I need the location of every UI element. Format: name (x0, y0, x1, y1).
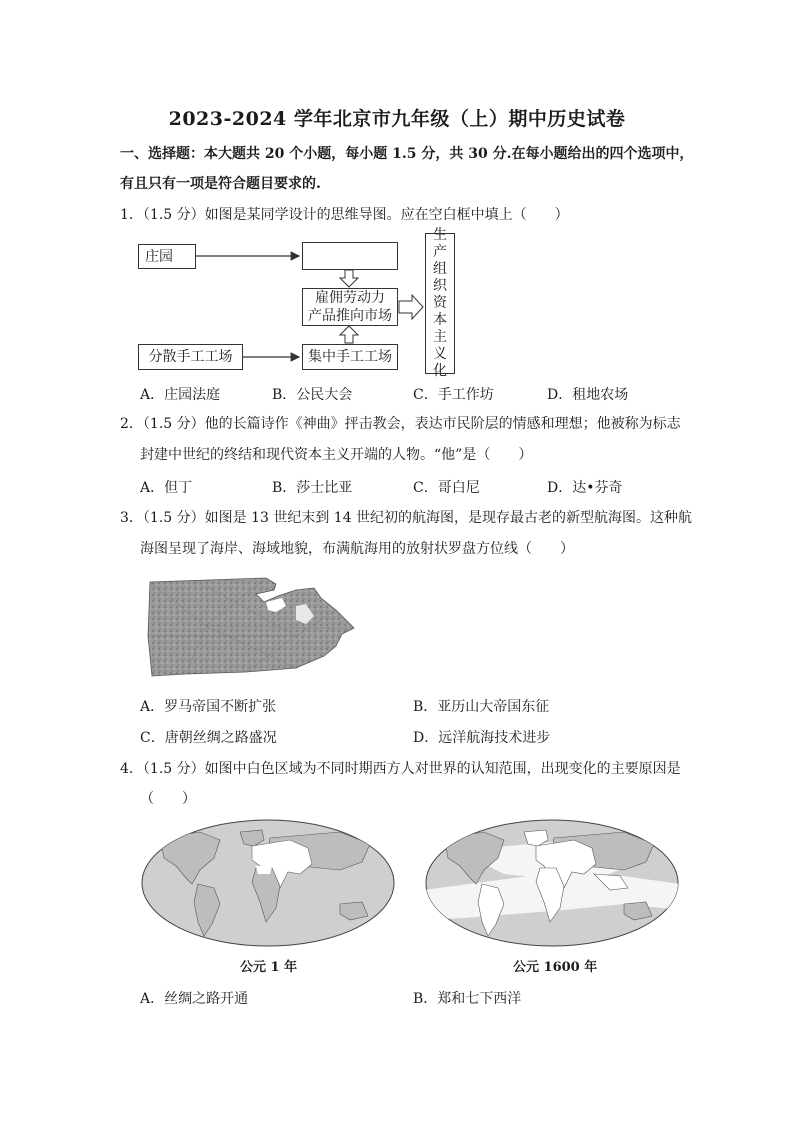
page-title: 2023-2024 学年北京市九年级（上）期中历史试卷 (168, 108, 626, 130)
map-caption-1ad: 公元 1 年 (240, 960, 298, 975)
q3-option-a[interactable]: A．罗马帝国不断扩张 (140, 699, 277, 715)
vertical-char: 主 (433, 329, 447, 345)
vertical-char: 生 (433, 227, 447, 243)
q3-stem-line2: 海图呈现了海岸、海域地貌，布满航海用的放射状罗盘方位线（ ） (140, 541, 574, 557)
vertical-char: 织 (433, 278, 447, 294)
section-heading-line2: 有且只有一项是符合题目要求的. (120, 176, 321, 192)
q3-option-d[interactable]: D．远洋航海技术进步 (413, 730, 551, 746)
vertical-char: 产 (433, 244, 447, 260)
hollow-arrow-up (340, 326, 358, 343)
map-caption-1600ad: 公元 1600 年 (513, 960, 598, 975)
portolan-chart-image (146, 576, 358, 678)
q1-option-a[interactable]: A．庄园法庭 (140, 387, 221, 403)
box-hired-labor-line1: 雇佣劳动力 (315, 290, 385, 306)
vertical-char: 义 (433, 346, 447, 362)
box-capitalist-production (425, 227, 455, 379)
world-map-1600ad (424, 818, 680, 948)
box-concentrated-workshop: 集中手工工场 (302, 344, 398, 370)
section-heading-line1: 一、选择题：本大题共 20 个小题，每小题 1.5 分，共 30 分.在每小题给出的四个选项中， (120, 146, 694, 162)
q1-option-d[interactable]: D．租地农场 (547, 387, 629, 403)
q1-option-c[interactable]: C．手工作坊 (413, 387, 494, 403)
q4-option-a[interactable]: A．丝绸之路开通 (140, 991, 249, 1007)
q4-stem-line1: 4．（1.5 分）如图中白色区域为不同时期西方人对世界的认知范围，出现变化的主要原因是 (120, 761, 681, 777)
q3-option-c[interactable]: C．唐朝丝绸之路盛况 (140, 730, 277, 746)
q1-option-b[interactable]: B．公民大会 (272, 387, 353, 403)
vertical-char: 本 (433, 312, 447, 328)
vertical-char: 组 (433, 261, 447, 277)
box-blank-answer (302, 242, 398, 270)
q1-diagram-arrows (0, 0, 794, 400)
q1-stem: 1．（1.5 分）如图是某同学设计的思维导图。应在空白框中填上（ ） (120, 207, 569, 223)
q3-stem-line1: 3．（1.5 分）如图是 13 世纪末到 14 世纪初的航海图，是现存最古老的新型航海图。这种航 (120, 510, 693, 526)
q3-option-b[interactable]: B．亚历山大帝国东征 (413, 699, 550, 715)
q2-stem-line2: 封建中世纪的终结和现代资本主义开端的人物。“他”是（ ） (140, 447, 533, 463)
q2-option-c[interactable]: C．哥白尼 (413, 480, 480, 496)
q2-option-a[interactable]: A．但丁 (140, 480, 193, 496)
hollow-arrow-down (340, 270, 358, 287)
box-hired-labor (302, 288, 398, 326)
hollow-arrow-right (399, 295, 423, 319)
q2-option-d[interactable]: D．达•芬奇 (547, 480, 623, 496)
q2-stem-line1: 2．（1.5 分）他的长篇诗作《神曲》抨击教会，表达市民阶层的情感和理想；他被称为标志 (120, 416, 681, 432)
vertical-char: 化 (433, 363, 447, 379)
box-scattered-workshop: 分散手工工场 (138, 344, 243, 370)
vertical-char: 资 (433, 295, 447, 311)
box-manor: 庄园 (138, 244, 196, 269)
q2-option-b[interactable]: B．莎士比亚 (272, 480, 353, 496)
q4-stem-line2: （ ） (140, 791, 196, 807)
world-map-1ad (140, 818, 396, 948)
q4-option-b[interactable]: B．郑和七下西洋 (413, 991, 522, 1007)
box-hired-labor-line2: 产品推向市场 (308, 308, 392, 324)
